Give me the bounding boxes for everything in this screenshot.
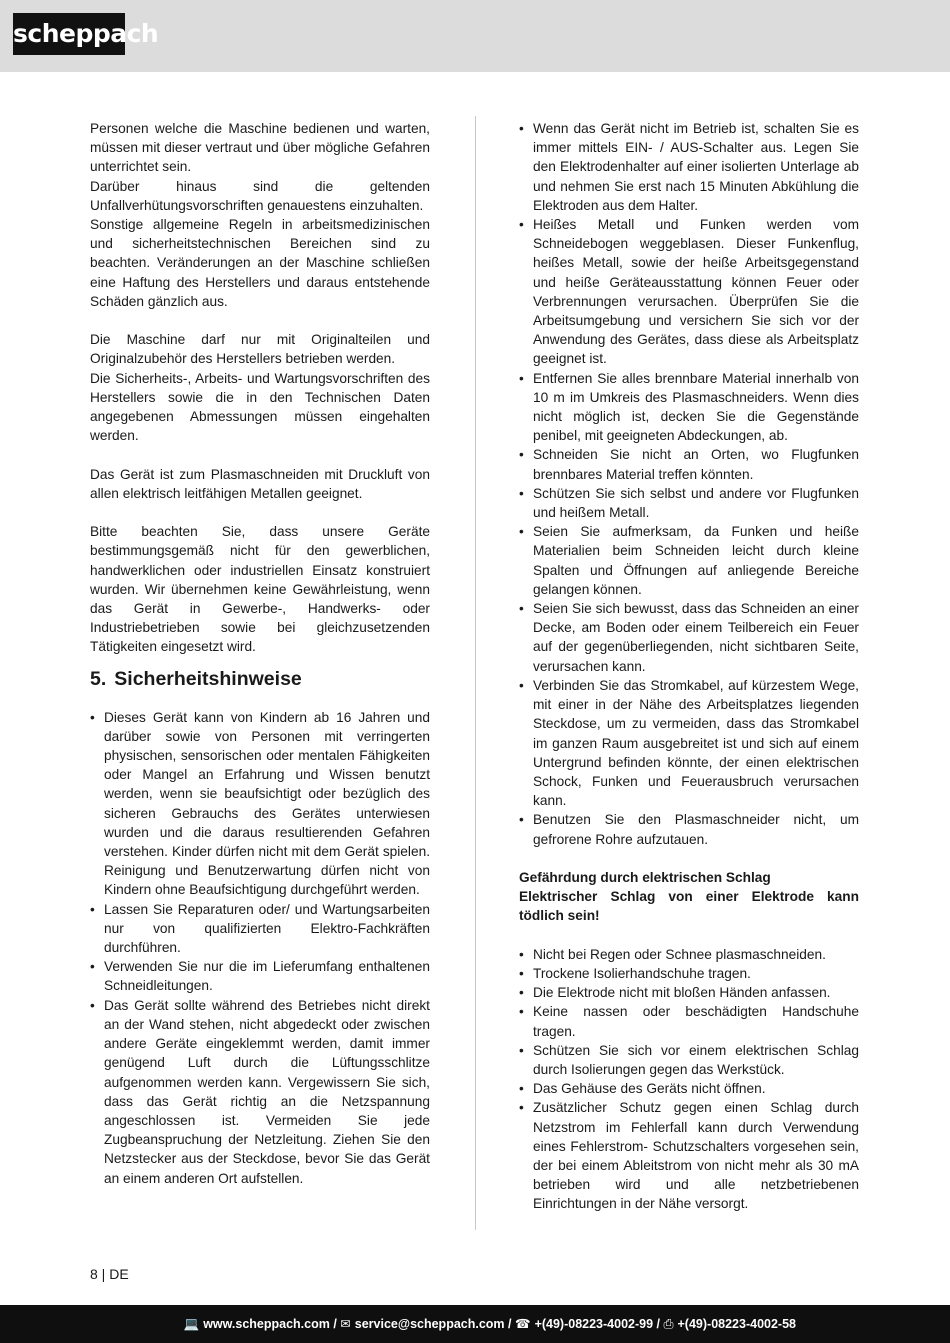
- list-item: • Verwenden Sie nur die im Lieferumfang enthaltenen Schneidleitungen.: [90, 957, 430, 995]
- website-link[interactable]: www.scheppach.com /: [203, 1317, 337, 1331]
- list-item: • Benutzen Sie den Plasmaschneider nicht, um gefrorene Rohre aufzutauen.: [519, 810, 859, 848]
- list-item: • Lassen Sie Reparaturen oder/ und Wartungsarbeiten nur von qualifizierten Elektro-Fachkräften durchführen.: [90, 900, 430, 958]
- fax-icon: ⎙: [663, 1317, 674, 1331]
- phone-icon: ☎: [514, 1317, 531, 1331]
- paragraph: Sonstige allgemeine Regeln in arbeitsmedizinischen und sicherheitstechnischen Bereichen sind zu beachten. Veränderungen an der Maschine schließen eine Haftung des Herstellers und daraus entstehende Schäden gänzlich aus.: [90, 217, 430, 309]
- phone-number: +(49)-08223-4002-99 /: [534, 1317, 660, 1331]
- list-item: • Das Gehäuse des Geräts nicht öffnen.: [519, 1079, 859, 1098]
- section-number: 5.: [90, 667, 107, 690]
- list-item: • Keine nassen oder beschädigten Handschuhe tragen.: [519, 1002, 859, 1040]
- list-item: • Schützen Sie sich selbst und andere vor Flugfunken und heißem Metall.: [519, 484, 859, 522]
- list-item: • Verbinden Sie das Stromkabel, auf kürzestem Wege, mit einer in der Nähe des Arbeitsplatzes liegenden Steckdose, um zu vermeiden, dass das Stromkabel im ganzen Raum ausgebreitet ist und sich auf einem Untergrund befinden könnte, der einen elektrischen Schock, Funken und Feuerausbruch verursachen kann.: [519, 676, 859, 810]
- email-link[interactable]: service@scheppach.com /: [354, 1317, 512, 1331]
- list-item: • Seien Sie sich bewusst, dass das Schneiden an einer Decke, am Boden oder einem Teilbereich ein Feuer auf der gegenüberliegenden, nicht sichtbaren Seite, verursachen kann.: [519, 599, 859, 676]
- section-title: Sicherheitshinweise: [114, 667, 302, 690]
- mail-icon: ✉: [340, 1317, 351, 1331]
- list-item: • Nicht bei Regen oder Schnee plasmaschneiden.: [519, 945, 859, 964]
- scheppach-logo: scheppach: [13, 13, 125, 55]
- warning-text: Elektrischer Schlag von einer Elektrode kann tödlich sein!: [519, 889, 859, 924]
- list-item: • Dieses Gerät kann von Kindern ab 16 Jahren und darüber sowie von Personen mit verringerten physischen, sensorischen oder mentalen Fähigkeiten oder Mangel an Erfahrung und Wissen benutzt werden, wenn sie beaufsichtigt oder bezüglich des sicheren Gebrauchs des Gerätes unterwiesen wurden und die daraus resultierenden Gefahren verstehen. Kinder dürfen nicht mit dem Gerät spielen. Reinigung und Benutzerwartung dürfen nicht von Kindern ohne Beaufsichtigung durchgeführt werden.: [90, 708, 430, 900]
- page-footer: [0, 1305, 950, 1343]
- computer-icon: 💻: [183, 1317, 200, 1331]
- list-item: • Wenn das Gerät nicht im Betrieb ist, schalten Sie es immer mittels EIN- / AUS-Schalter aus. Legen Sie den Elektrodenhalter auf einer isolierten Unterlage ab und nehmen Sie erst nach 15 Minuten Abkühlung die Elektroden aus dem Halter.: [519, 119, 859, 215]
- list-item: • Seien Sie aufmerksam, da Funken und heiße Materialien beim Schneiden leicht durch kleine Spalten und Öffnungen auf anliegende Bereiche gelangen können.: [519, 522, 859, 599]
- right-column: [519, 119, 859, 1214]
- paragraph: Darüber hinaus sind die geltenden Unfallverhütungsvorschriften genauestens einzuhalten.: [90, 178, 430, 213]
- paragraph: Die Maschine darf nur mit Originalteilen und Originalzubehör des Herstellers betrieben werden.: [90, 332, 430, 367]
- left-column: [90, 119, 430, 1188]
- fax-number: +(49)-08223-4002-58: [677, 1317, 796, 1331]
- warning-title: Gefährdung durch elektrischen Schlag: [519, 869, 771, 885]
- safety-list: [90, 708, 430, 1188]
- paragraph: Das Gerät ist zum Plasmaschneiden mit Druckluft von allen elektrisch leitfähigen Metallen geeignet.: [90, 466, 430, 501]
- page-header: [0, 0, 950, 72]
- list-item: • Trockene Isolierhandschuhe tragen.: [519, 964, 859, 983]
- electric-safety-list: [519, 945, 859, 1214]
- list-item: • Das Gerät sollte während des Betriebes nicht direkt an der Wand stehen, nicht abgedeckt oder zwischen andere Geräte eingeklemmt werden, damit immer genügend Luft durch die Lüftungsschlitze aufgenommen werden kann. Vergewissern Sie sich, dass das Gerät richtig an die Netzspannung angeschlossen ist. Vermeiden Sie jede Zugbeanspruchung der Netzleitung. Ziehen Sie den Netzstecker aus der Steckdose, bevor Sie das Gerät an einem anderen Ort aufstellen.: [90, 996, 430, 1188]
- list-item: • Schneiden Sie nicht an Orten, wo Flugfunken brennbares Material treffen könnten.: [519, 445, 859, 483]
- page-number: 8 | DE: [90, 1266, 129, 1282]
- column-divider: [475, 116, 476, 1230]
- paragraph: Die Sicherheits-, Arbeits- und Wartungsvorschriften des Herstellers sowie die in den Technischen Daten angegebenen Abmessungen müssen eingehalten werden.: [90, 370, 430, 444]
- paragraph: Bitte beachten Sie, dass unsere Geräte bestimmungsgemäß nicht für den gewerblichen, handwerklichen oder industriellen Einsatz konstruiert wurden. Wir übernehmen keine Gewährleistung, wenn das Gerät in Gewerbe-, Handwerks- oder Industriebetrieben sowie bei gleichzusetzenden Tätigkeiten eingesetzt wird.: [90, 524, 430, 655]
- safety-list: [519, 119, 859, 849]
- list-item: • Entfernen Sie alles brennbare Material innerhalb von 10 m im Umkreis des Plasmaschneiders. Wenn dies nicht möglich ist, decken Sie die Gegenstände penibel, mit geeigneten Abdeckungen, ab.: [519, 369, 859, 446]
- list-item: • Schützen Sie sich vor einem elektrischen Schlag durch Isolierungen gegen das Werkstück.: [519, 1041, 859, 1079]
- paragraph: Personen welche die Maschine bedienen und warten, müssen mit dieser vertraut und über mögliche Gefahren unterrichtet sein.: [90, 121, 430, 175]
- list-item: • Heißes Metall und Funken werden vom Schneidebogen weggeblasen. Dieser Funkenflug, heißes Metall, sowie der heiße Arbeitsgegenstand und heiße Geräteausstattung können Feuer oder Verbrennungen verursachen. Überprüfen Sie die Arbeitsumgebung und versichern Sie sich vor der Anwendung des Gerätes, dass diese als Arbeitsplatz geeignet ist.: [519, 215, 859, 369]
- list-item: • Die Elektrode nicht mit bloßen Händen anfassen.: [519, 983, 859, 1002]
- list-item: • Zusätzlicher Schutz gegen einen Schlag durch Netzstrom im Fehlerfall kann durch Verwendung eines Fehlerstrom- Schutzschalters vorgesehen sein, der bei einem Ableitstrom von nicht mehr als 30 mA betrieben wird und alle netzbetriebenen Einrichtungen in der Nähe versorgt.: [519, 1098, 859, 1213]
- section-heading: [90, 667, 430, 691]
